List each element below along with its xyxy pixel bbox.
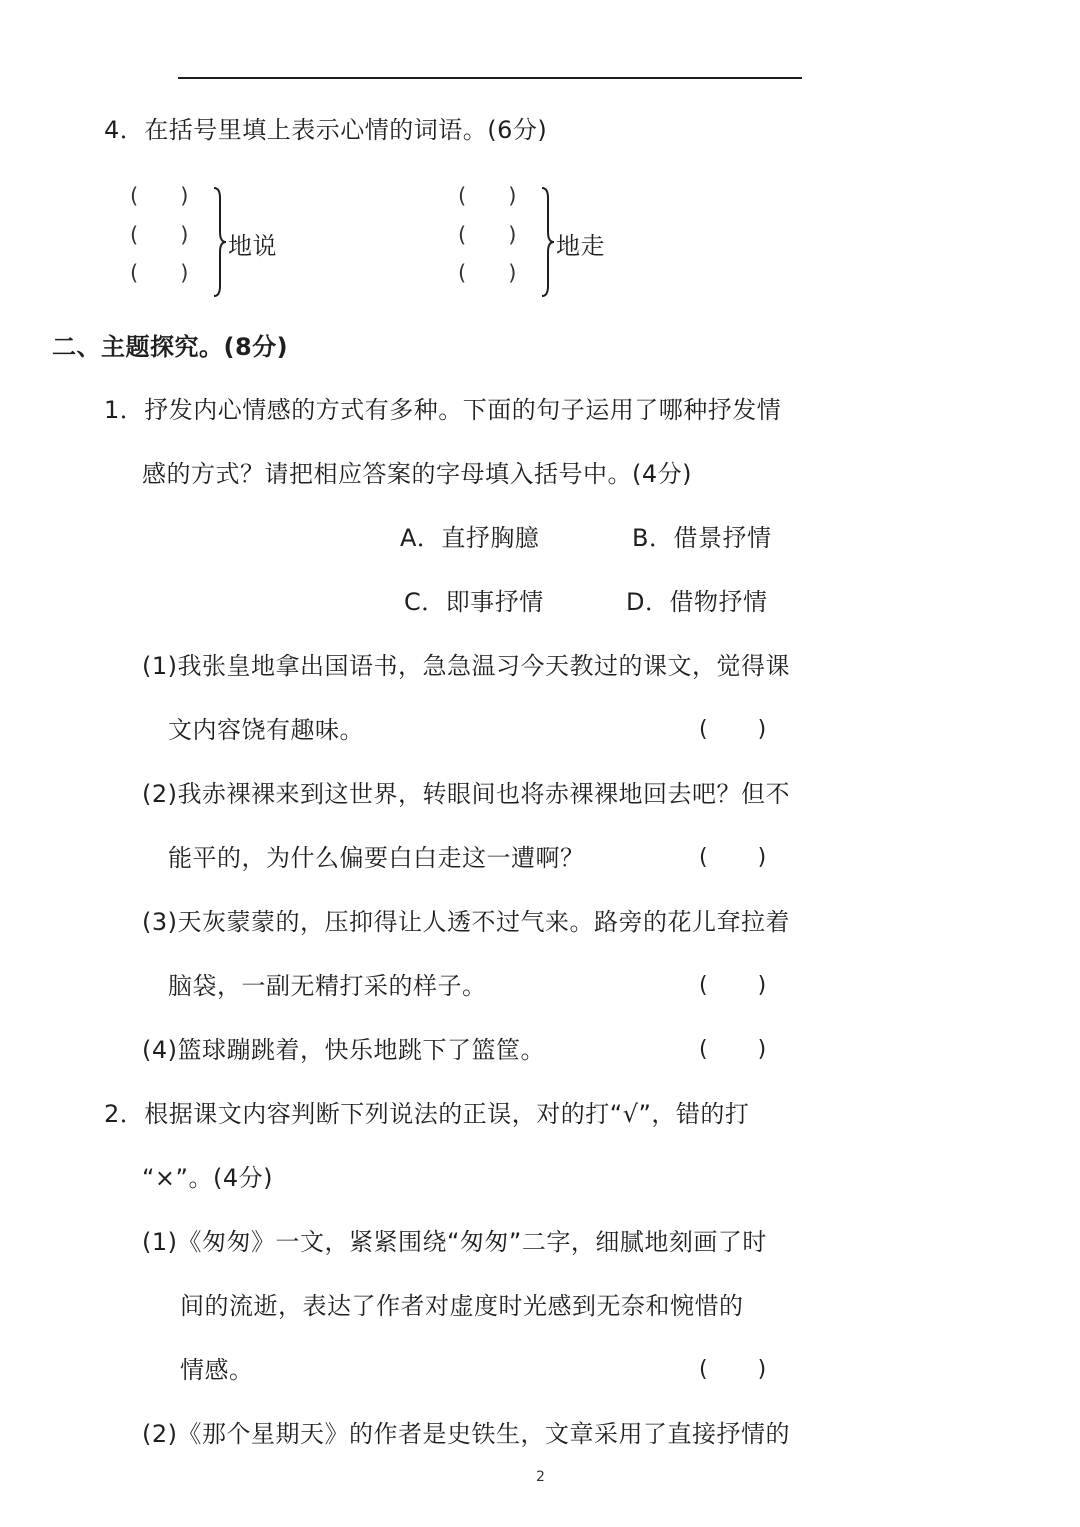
option-b: B．借景抒情 [632,524,772,552]
q4-title: 4．在括号里填上表示心情的词语。(6分) [104,116,548,144]
blank-paren: ( ) [130,223,189,247]
q4-right-suffix: 地走 [556,232,605,260]
section-heading: 二、主题探究。(8分) [52,333,289,361]
option-a: A．直抒胸臆 [400,524,540,552]
option-c: C．即事抒情 [404,588,544,616]
q1-item-line: (3)天灰蒙蒙的，压抑得让人透不过气来。路旁的花儿耷拉着 [142,908,790,936]
q1-item-line: (2)我赤裸裸来到这世界，转眼间也将赤裸裸地回去吧？但不 [142,780,790,808]
answer-blank: ( ) [699,1037,769,1062]
answer-blank: ( ) [699,717,769,742]
q2-item-line: 情感。 [180,1356,254,1384]
q2-item-line: (1)《匆匆》一文，紧紧围绕“匆匆”二字，细腻地刻画了时 [142,1228,767,1256]
page-number: 2 [536,1469,545,1485]
q1-line2: 感的方式？请把相应答案的字母填入括号中。(4分) [142,460,692,488]
answer-blank: ( ) [699,845,769,870]
q2-item-line: 间的流逝，表达了作者对虚度时光感到无奈和惋惜的 [180,1292,744,1320]
blank-paren: ( ) [130,184,189,208]
q4-left-suffix: 地说 [228,232,277,260]
q1-item-line: 能平的，为什么偏要白白走这一遭啊？ [168,844,585,872]
option-d: D．借物抒情 [626,588,768,616]
q2-item-line: (2)《那个星期天》的作者是史铁生，文章采用了直接抒情的 [142,1420,790,1448]
right-brace-icon [540,186,556,298]
q1-item-line: 脑袋，一副无精打采的样子。 [168,972,487,1000]
blank-paren: ( ) [130,261,189,285]
blank-paren: ( ) [458,184,517,208]
answer-blank: ( ) [699,973,769,998]
top-rule [178,77,802,79]
q2-line1: 2．根据课文内容判断下列说法的正误，对的打“√”，错的打 [104,1100,750,1128]
right-brace-icon [212,186,228,298]
q1-line1: 1．抒发内心情感的方式有多种。下面的句子运用了哪种抒发情 [104,396,782,424]
blank-paren: ( ) [458,261,517,285]
answer-blank: ( ) [699,1357,769,1382]
q2-line2: “×”。(4分) [142,1164,273,1192]
q1-item-line: (4)篮球蹦跳着，快乐地跳下了篮筐。 [142,1036,545,1064]
blank-paren: ( ) [458,223,517,247]
q1-item-line: (1)我张皇地拿出国语书，急急温习今天教过的课文，觉得课 [142,652,790,680]
q1-item-line: 文内容饶有趣味。 [168,716,364,744]
